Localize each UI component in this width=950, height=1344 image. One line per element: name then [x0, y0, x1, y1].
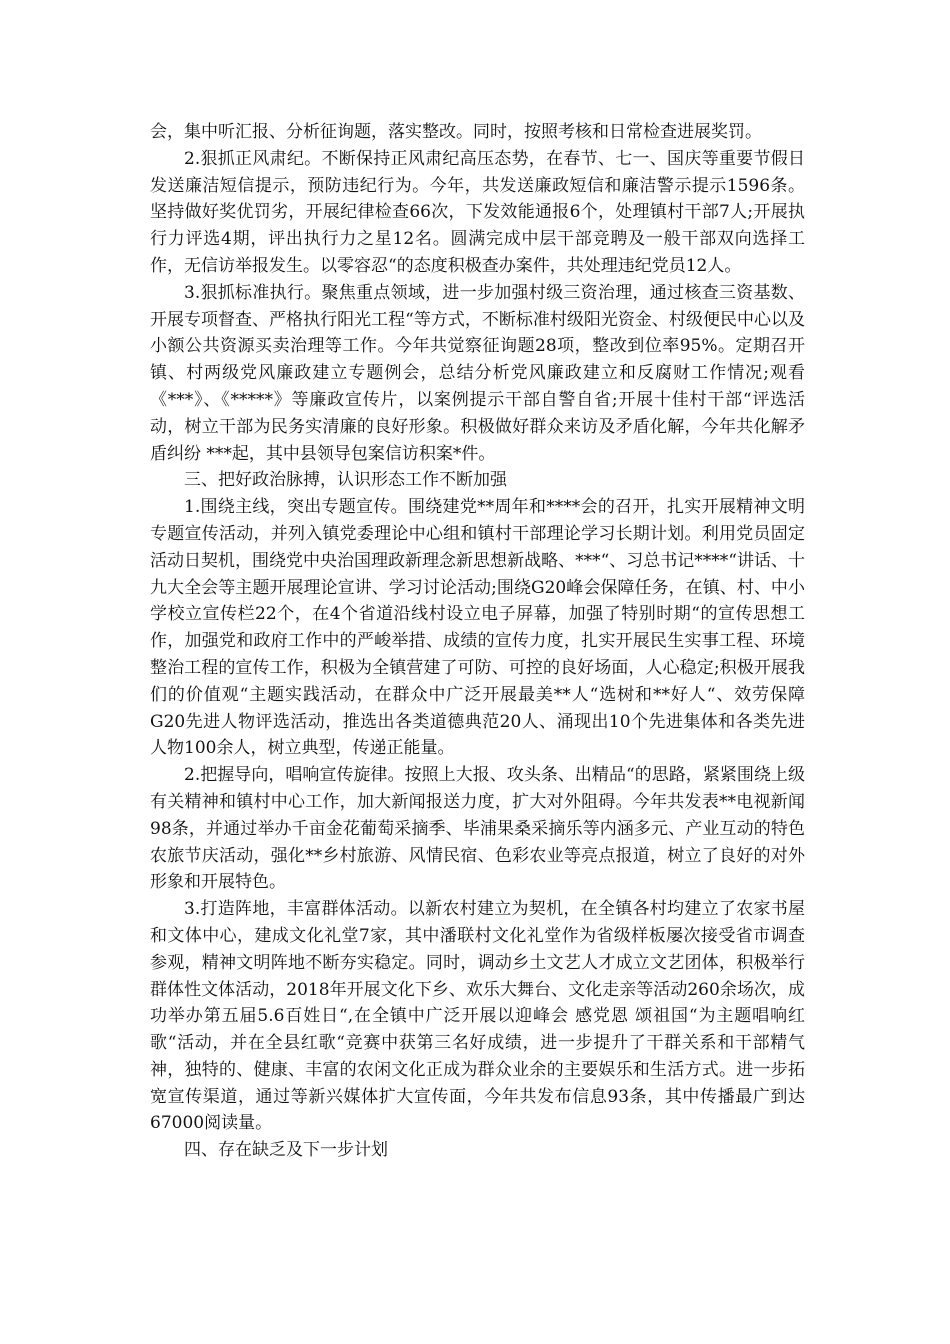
body-paragraph-guidance: 2.把握导向，唱响宣传旋律。按照上大报、攻头条、出精品“的思路，紧紧围绕上级有关精神和镇村中心工作，加大新闻报送力度，扩大对外阻碍。今年共发表**电视新闻98条，并通过举办千亩金花葡萄采摘季、毕浦果桑采摘乐等内涵多元、产业互动的特色农旅节庆活动，强化**乡村旅游、风情民宿、色彩农业等亮点报道，树立了良好的对外形象和开展特色。 — [150, 765, 805, 893]
body-paragraph-standards: 3.狠抓标准执行。聚焦重点领域，进一步加强村级三资治理，通过核查三资基数、开展专项督查、严格执行阳光工程“等方式，不断标准村级阳光资金、村级便民中心以及小额公共资源买卖治理等工作。今年共觉察征询题28项，整改到位率95%。定期召开镇、村两级党风廉政建立专题例会，总结分析党风廉政建立和反腐财工作情况;观看《***》、《*****》等廉政宣传片，以案例提示干部自警自省;开展十佳村干部“评选活动，树立干部为民务实清廉的良好形象。积极做好群众来访及矛盾化解，今年共化解矛盾纠纷 ***起，其中县领导包案信访积案*件。 — [150, 282, 805, 464]
continuation-paragraph: 会，集中听汇报、分析征询题，落实整改。同时，按照考核和日常检查进展奖罚。 — [150, 122, 762, 142]
body-paragraph-propaganda: 1.围绕主线，突出专题宣传。围绕建党**周年和****会的召开，扎实开展精神文明专题宣传活动，并列入镇党委理论中心组和镇村干部理论学习长期计划。利用党员固定活动日契机，围绕党中央治国理政新理念新思想新战略、***“、习总书记****“讲话、十九大全会等主题开展理论宣讲、学习讨论活动;围绕G20峰会保障任务，在镇、村、中小学校立宣传栏22个，在4个省道沿线村设立电子屏幕，加强了特别时期“的宣传思想工作，加强党和政府工作中的严峻举措、成绩的宣传力度，扎实开展民生实事工程、环境整治工程的宣传工作，积极为全镇营建了可防、可控的良好场面，人心稳定;积极开展我们的价值观“主题实践活动，在群众中广泛开展最美**人“选树和**好人“、效劳保障G20先进人物评选活动，推选出各类道德典范20人、涌现出10个先进集体和各类先进人物100余人，树立典型，传递正能量。 — [150, 497, 805, 759]
body-paragraph-discipline: 2.狠抓正风肃纪。不断保持正风肃纪高压态势，在春节、七一、国庆等重要节假日发送廉洁短信提示，预防违纪行为。今年，共发送廉政短信和廉洁警示提示1596条。坚持做好奖优罚劣，开展纪律检查66次，下发效能通报6个，处理镇村干部7人;开展执行力评选4期，评出执行力之星12名。圆满完成中层干部竞聘及一般干部双向选择工作，无信访举报发生。以零容忍“的态度积极查办案件，共处理违纪党员12人。 — [150, 148, 805, 276]
body-paragraph-activities: 3.打造阵地，丰富群体活动。以新农村建立为契机，在全镇各村均建立了农家书屋和文体中心，建成文化礼堂7家，其中潘联村文化礼堂作为省级样板屡次接受省市调查参观，精神文明阵地不断夯实稳定。同时，调动乡土文艺人才成立文艺团体，积极举行群体性文体活动，2018年开展文化下乡、欢乐大舞台、文化走亲等活动260余场次，成功举办第五届5.6百姓日“,在全镇中广泛开展以迎峰会 感党恩 颂祖国“为主题唱响红歌“活动，并在全县红歌“竞赛中获第三名好成绩，进一步提升了干群关系和干部精气神，独特的、健康、丰富的农闲文化正成为群众业余的主要娱乐和生活方式。进一步拓宽宣传渠道，通过等新兴媒体扩大宣传面，今年共发布信息93条，其中传播最广到达67000阅读量。 — [150, 899, 805, 1134]
section-heading-3: 三、把好政治脉搏，认识形态工作不断加强 — [184, 470, 507, 491]
document-page — [150, 119, 805, 1164]
section-heading-4: 四、存在缺乏及下一步计划 — [184, 1140, 388, 1161]
